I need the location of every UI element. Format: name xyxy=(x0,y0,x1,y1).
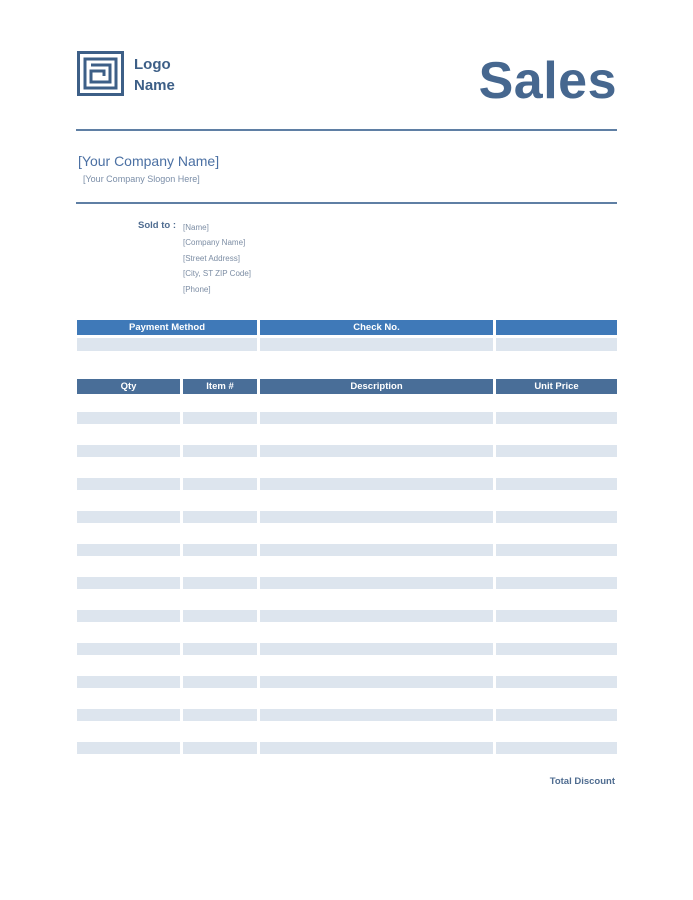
item-no-cell[interactable] xyxy=(183,676,257,688)
description-cell[interactable] xyxy=(260,478,493,490)
table-row xyxy=(77,412,617,424)
qty-cell[interactable] xyxy=(77,709,180,721)
qty-cell[interactable] xyxy=(77,577,180,589)
col-check-no: Check No. xyxy=(260,320,493,335)
items-header-row xyxy=(77,379,617,394)
items-body xyxy=(77,412,617,754)
col-payment-method: Payment Method xyxy=(77,320,257,335)
item-no-cell[interactable] xyxy=(183,742,257,754)
col-item-no: Item # xyxy=(183,379,257,394)
payment-table xyxy=(77,320,617,351)
logo-text-line1: Logo xyxy=(134,56,171,73)
qty-cell[interactable] xyxy=(77,643,180,655)
sold-to-name[interactable]: [Name] xyxy=(183,223,209,232)
unit-price-cell[interactable] xyxy=(496,445,617,457)
sold-to-label: Sold to : xyxy=(138,220,176,231)
payment-row xyxy=(77,338,617,351)
item-no-cell[interactable] xyxy=(183,511,257,523)
company-name[interactable]: [Your Company Name] xyxy=(78,153,220,169)
item-no-cell[interactable] xyxy=(183,610,257,622)
table-row xyxy=(77,676,617,688)
unit-price-cell[interactable] xyxy=(496,742,617,754)
page-title: Sales xyxy=(478,52,617,110)
col-payment-blank xyxy=(496,320,617,335)
description-cell[interactable] xyxy=(260,709,493,721)
description-cell[interactable] xyxy=(260,676,493,688)
unit-price-cell[interactable] xyxy=(496,676,617,688)
unit-price-cell[interactable] xyxy=(496,709,617,721)
logo-text-line2: Name xyxy=(134,77,175,94)
qty-cell[interactable] xyxy=(77,610,180,622)
sold-to-city[interactable]: [City, ST ZIP Code] xyxy=(183,269,252,279)
top-divider xyxy=(76,129,617,131)
qty-cell[interactable] xyxy=(77,478,180,490)
unit-price-cell[interactable] xyxy=(496,478,617,490)
item-no-cell[interactable] xyxy=(183,412,257,424)
company-divider xyxy=(76,202,617,204)
description-cell[interactable] xyxy=(260,412,493,424)
col-description: Description xyxy=(260,379,493,394)
item-no-cell[interactable] xyxy=(183,709,257,721)
unit-price-cell[interactable] xyxy=(496,610,617,622)
qty-cell[interactable] xyxy=(77,742,180,754)
sold-to-company[interactable]: [Company Name] xyxy=(183,238,246,248)
col-unit-price: Unit Price xyxy=(496,379,617,394)
unit-price-cell[interactable] xyxy=(496,577,617,589)
description-cell[interactable] xyxy=(260,544,493,556)
logo-icon xyxy=(77,51,124,96)
qty-cell[interactable] xyxy=(77,544,180,556)
col-qty: Qty xyxy=(77,379,180,394)
item-no-cell[interactable] xyxy=(183,478,257,490)
unit-price-cell[interactable] xyxy=(496,511,617,523)
check-no-cell[interactable] xyxy=(260,338,493,351)
description-cell[interactable] xyxy=(260,445,493,457)
company-slogan[interactable]: [Your Company Slogon Here] xyxy=(83,174,200,184)
description-cell[interactable] xyxy=(260,643,493,655)
logo-text xyxy=(134,54,175,96)
payment-header-row xyxy=(77,320,617,335)
sold-to-block xyxy=(183,220,251,297)
qty-cell[interactable] xyxy=(77,511,180,523)
item-no-cell[interactable] xyxy=(183,577,257,589)
item-no-cell[interactable] xyxy=(183,643,257,655)
sold-to-phone[interactable]: [Phone] xyxy=(183,284,211,294)
table-row xyxy=(77,610,617,622)
description-cell[interactable] xyxy=(260,511,493,523)
item-no-cell[interactable] xyxy=(183,544,257,556)
description-cell[interactable] xyxy=(260,610,493,622)
unit-price-cell[interactable] xyxy=(496,412,617,424)
qty-cell[interactable] xyxy=(77,412,180,424)
table-row xyxy=(77,742,617,754)
sold-to-street[interactable]: [Street Address] xyxy=(183,253,240,263)
table-row xyxy=(77,577,617,589)
payment-method-cell[interactable] xyxy=(77,338,257,351)
table-row xyxy=(77,445,617,457)
total-discount-label: Total Discount xyxy=(549,776,615,787)
payment-extra-cell[interactable] xyxy=(496,338,617,351)
table-row xyxy=(77,511,617,523)
items-table xyxy=(77,379,617,754)
description-cell[interactable] xyxy=(260,577,493,589)
qty-cell[interactable] xyxy=(77,445,180,457)
item-no-cell[interactable] xyxy=(183,445,257,457)
unit-price-cell[interactable] xyxy=(496,544,617,556)
table-row xyxy=(77,709,617,721)
unit-price-cell[interactable] xyxy=(496,643,617,655)
table-row xyxy=(77,643,617,655)
description-cell[interactable] xyxy=(260,742,493,754)
qty-cell[interactable] xyxy=(77,676,180,688)
table-row xyxy=(77,544,617,556)
table-row xyxy=(77,478,617,490)
